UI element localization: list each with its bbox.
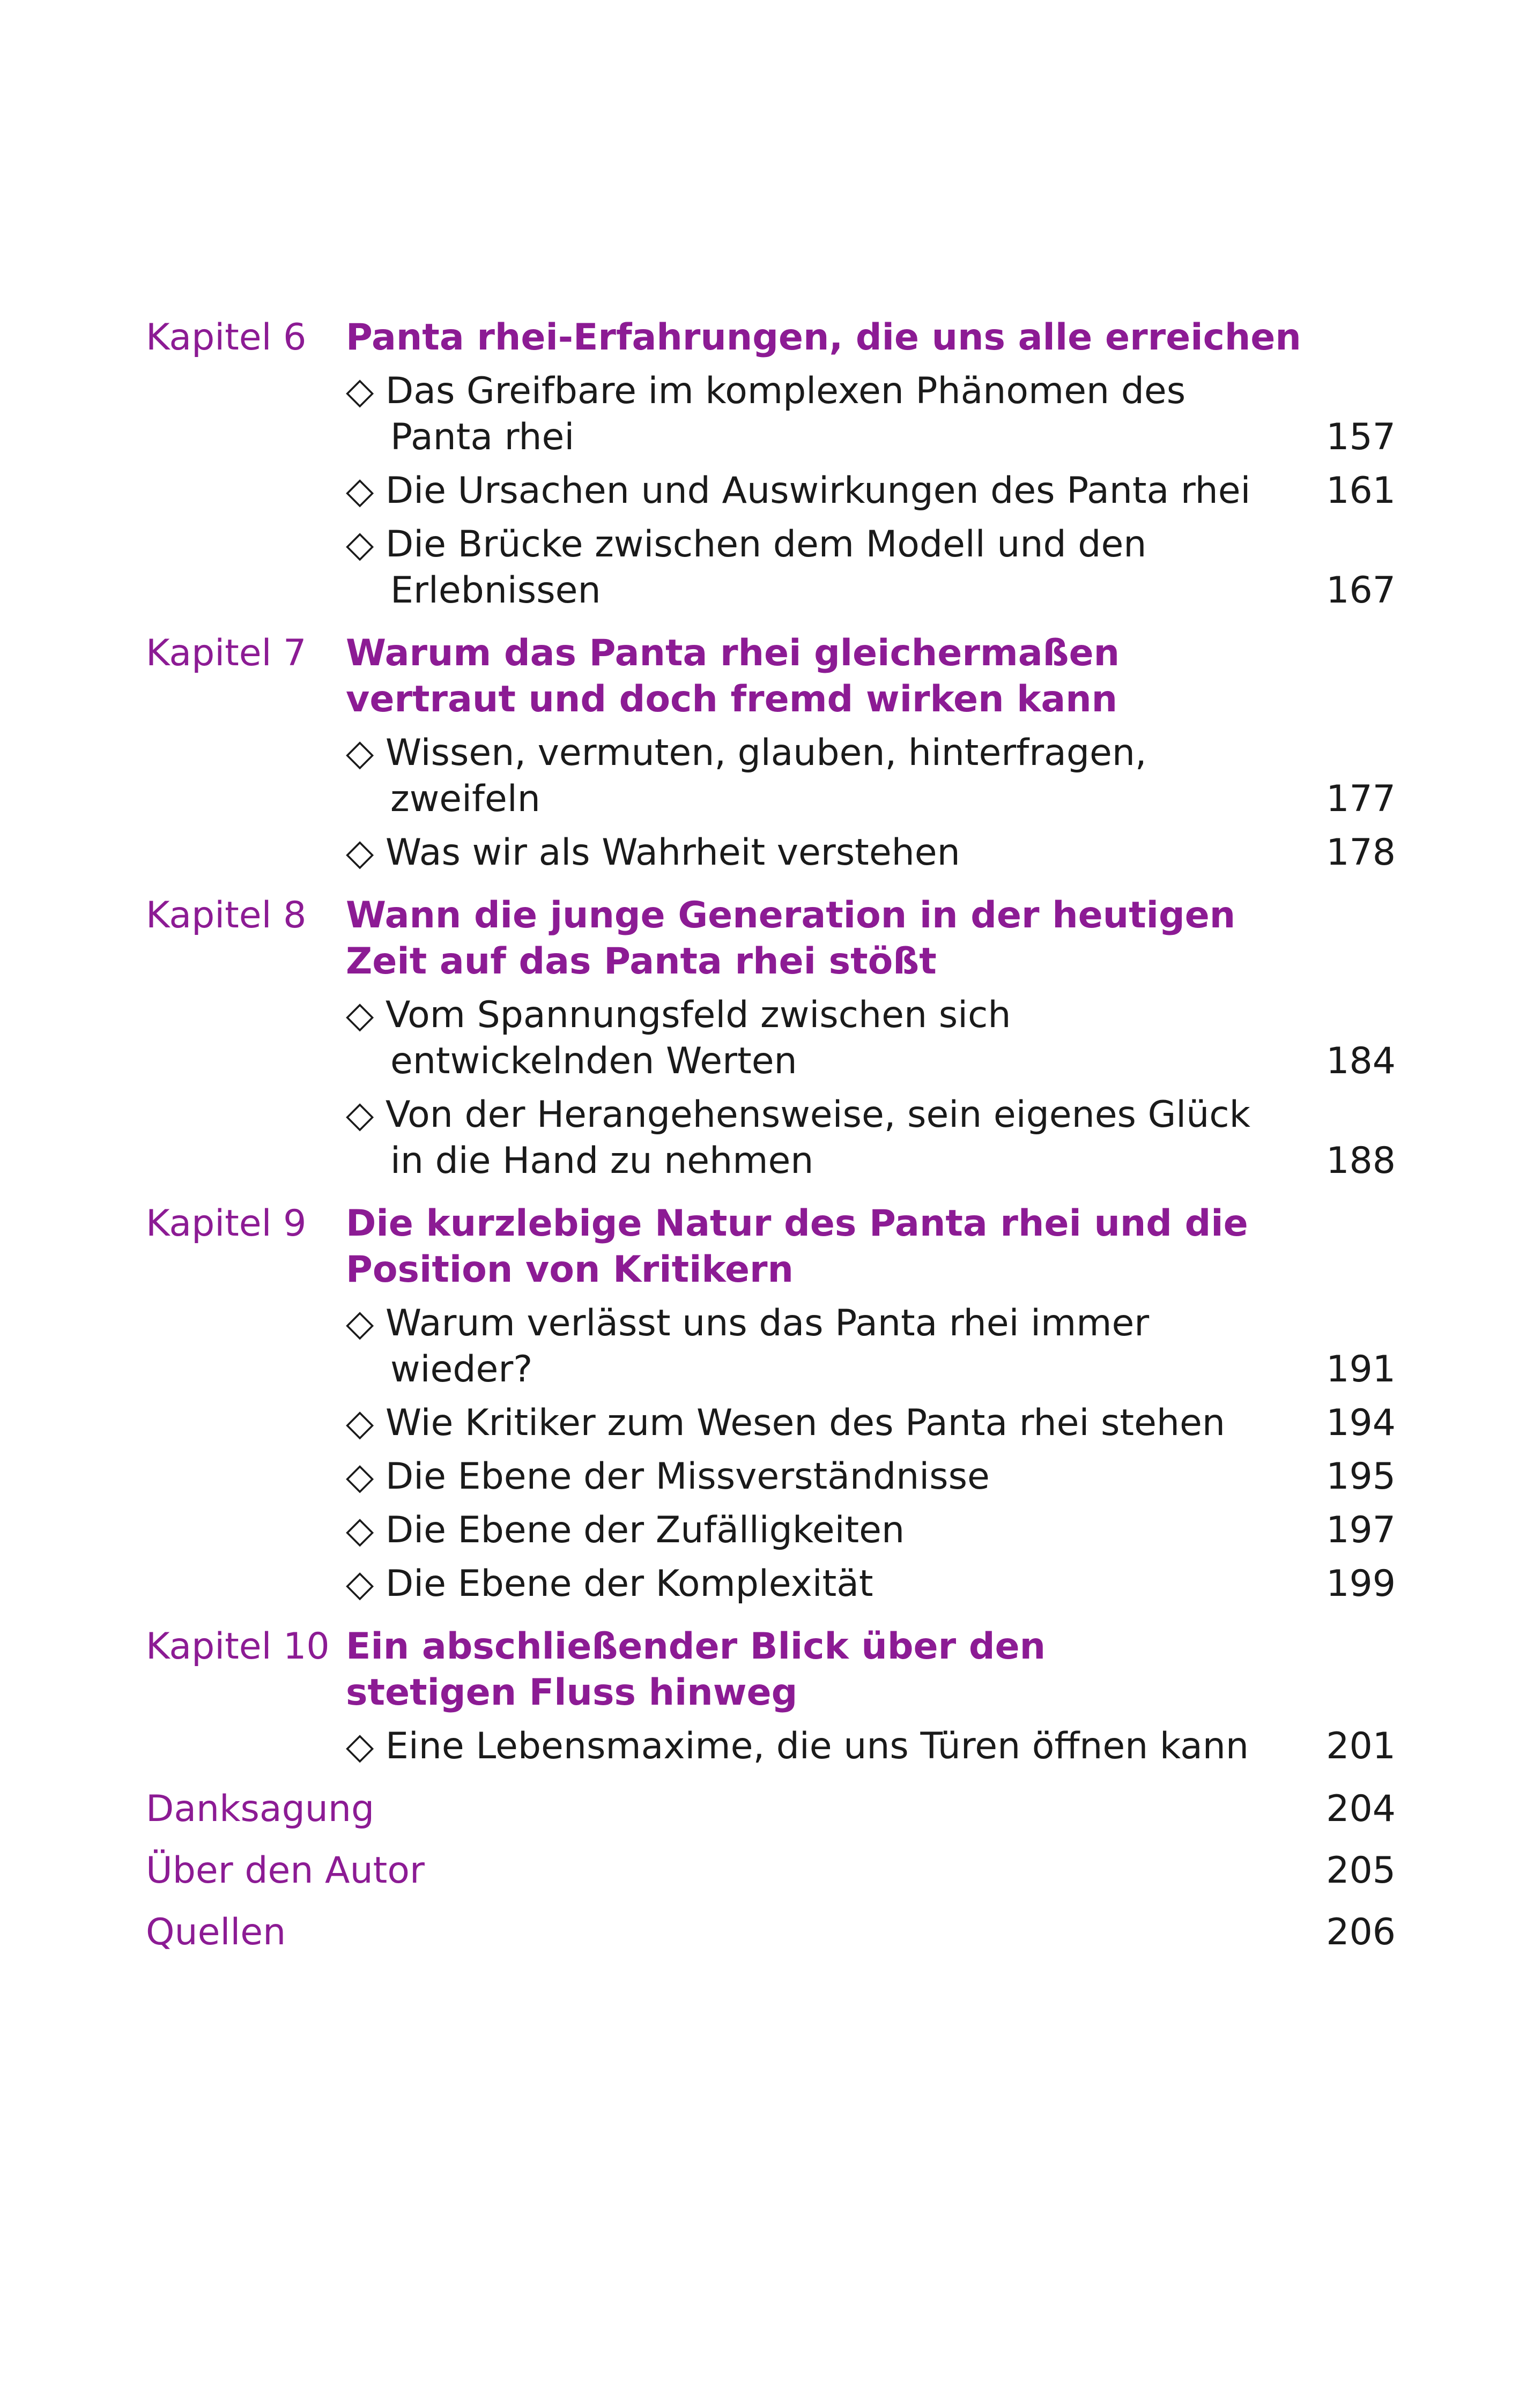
toc-entry-line [0,367,1519,415]
chapter-heading-line [0,938,1519,986]
chapter-title[interactable]: Position von Kritikern [346,1248,794,1291]
chapter-label[interactable]: Kapitel 8 [146,894,307,937]
page-number[interactable]: 177 [1326,778,1396,820]
chapter-title[interactable]: Warum das Panta rhei gleichermaßen [346,632,1120,674]
toc-entry-text[interactable]: ◇ Wie Kritiker zum Wesen des Panta rhei stehen [346,1402,1225,1444]
toc-entry-line [0,1399,1519,1447]
toc-entry-line [0,1722,1519,1771]
chapter-title[interactable]: Die kurzlebige Natur des Panta rhei und die [346,1202,1248,1245]
toc-entry-text[interactable]: ◇ Die Ursachen und Auswirkungen des Panta rhei [346,470,1251,512]
toc-entry-text[interactable]: Erlebnissen [390,569,601,612]
chapter-heading-line [0,1246,1519,1294]
toc-entry-text[interactable]: ◇ Die Ebene der Zufälligkeiten [346,1509,905,1551]
toc-entry-line [0,521,1519,569]
toc-entry-text[interactable]: ◇ Vom Spannungsfeld zwischen sich [346,994,1011,1036]
toc-entry-text[interactable]: Panta rhei [390,416,575,458]
page-number[interactable]: 167 [1326,569,1396,612]
page-number[interactable]: 204 [1326,1788,1396,1830]
chapter-title[interactable]: Panta rhei-Erfahrungen, die uns alle erreichen [346,316,1301,359]
page-number[interactable]: 191 [1326,1348,1396,1391]
toc-entry-text[interactable]: ◇ Die Ebene der Komplexität [346,1563,873,1605]
page-number[interactable]: 157 [1326,416,1396,458]
toc-entry-line [0,567,1519,615]
page-number[interactable]: 188 [1326,1140,1396,1182]
toc-entry-text[interactable]: wieder? [390,1348,533,1391]
toc-entry-text[interactable]: ◇ Was wir als Wahrheit verstehen [346,831,960,874]
page-number[interactable]: 206 [1326,1911,1396,1953]
page-number[interactable]: 195 [1326,1455,1396,1498]
chapter-heading-line [0,891,1519,940]
page-number[interactable]: 201 [1326,1725,1396,1767]
backmatter-label[interactable]: Über den Autor [146,1849,425,1892]
toc-entry-text[interactable]: ◇ Wissen, vermuten, glauben, hinterfragen, [346,732,1147,774]
chapter-heading-line [0,314,1519,362]
chapter-heading-line [0,1623,1519,1671]
chapter-heading-line [0,675,1519,724]
toc-entry-line [0,1560,1519,1608]
toc-entry-line [0,1346,1519,1394]
backmatter-entry [0,1847,1519,1895]
toc-entry-text[interactable]: in die Hand zu nehmen [390,1140,814,1182]
chapter-heading-line [0,1200,1519,1248]
toc-entry-text[interactable]: ◇ Warum verlässt uns das Panta rhei immer [346,1302,1150,1344]
toc-entry-line [0,775,1519,823]
page-number[interactable]: 184 [1326,1040,1396,1082]
toc-entry-line [0,1091,1519,1139]
toc-entry-text[interactable]: ◇ Von der Herangehensweise, sein eigenes Glück [346,1094,1251,1136]
toc-entry-line [0,829,1519,877]
toc-entry-text[interactable]: zweifeln [390,778,540,820]
toc-entry-line [0,1453,1519,1501]
chapter-label[interactable]: Kapitel 7 [146,632,307,674]
chapter-label[interactable]: Kapitel 10 [146,1625,330,1668]
chapter-label[interactable]: Kapitel 6 [146,316,307,359]
toc-entry-line [0,1506,1519,1555]
page-number[interactable]: 178 [1326,831,1396,874]
backmatter-label[interactable]: Quellen [146,1911,286,1953]
toc-entry-line [0,1037,1519,1086]
chapter-title[interactable]: stetigen Fluss hinweg [346,1671,798,1714]
toc-entry-line [0,729,1519,777]
toc-entry-text[interactable]: ◇ Eine Lebensmaxime, die uns Türen öffnen kann [346,1725,1249,1767]
toc-entry-line [0,991,1519,1039]
chapter-title[interactable]: Zeit auf das Panta rhei stößt [346,940,937,983]
page-number[interactable]: 199 [1326,1563,1396,1605]
toc-entry-line [0,413,1519,462]
toc-entry-line [0,1137,1519,1185]
backmatter-entry [0,1785,1519,1833]
page-number[interactable]: 197 [1326,1509,1396,1551]
backmatter-label[interactable]: Danksagung [146,1788,375,1830]
toc-entry-text[interactable]: entwickelnden Werten [390,1040,797,1082]
chapter-heading-line [0,1669,1519,1717]
page-number[interactable]: 205 [1326,1849,1396,1892]
toc-entry-line [0,467,1519,515]
toc-entry-text[interactable]: ◇ Die Ebene der Missverständnisse [346,1455,990,1498]
chapter-heading-line [0,629,1519,678]
chapter-title[interactable]: vertraut und doch fremd wirken kann [346,678,1118,720]
backmatter-entry [0,1908,1519,1957]
toc-entry-text[interactable]: ◇ Das Greifbare im komplexen Phänomen des [346,370,1186,412]
toc-entry-line [0,1299,1519,1348]
page-number[interactable]: 194 [1326,1402,1396,1444]
chapter-title[interactable]: Ein abschließender Blick über den [346,1625,1046,1668]
chapter-title[interactable]: Wann die junge Generation in der heutigen [346,894,1236,937]
chapter-label[interactable]: Kapitel 9 [146,1202,307,1245]
toc-entry-text[interactable]: ◇ Die Brücke zwischen dem Modell und den [346,523,1147,566]
page-number[interactable]: 161 [1326,470,1396,512]
